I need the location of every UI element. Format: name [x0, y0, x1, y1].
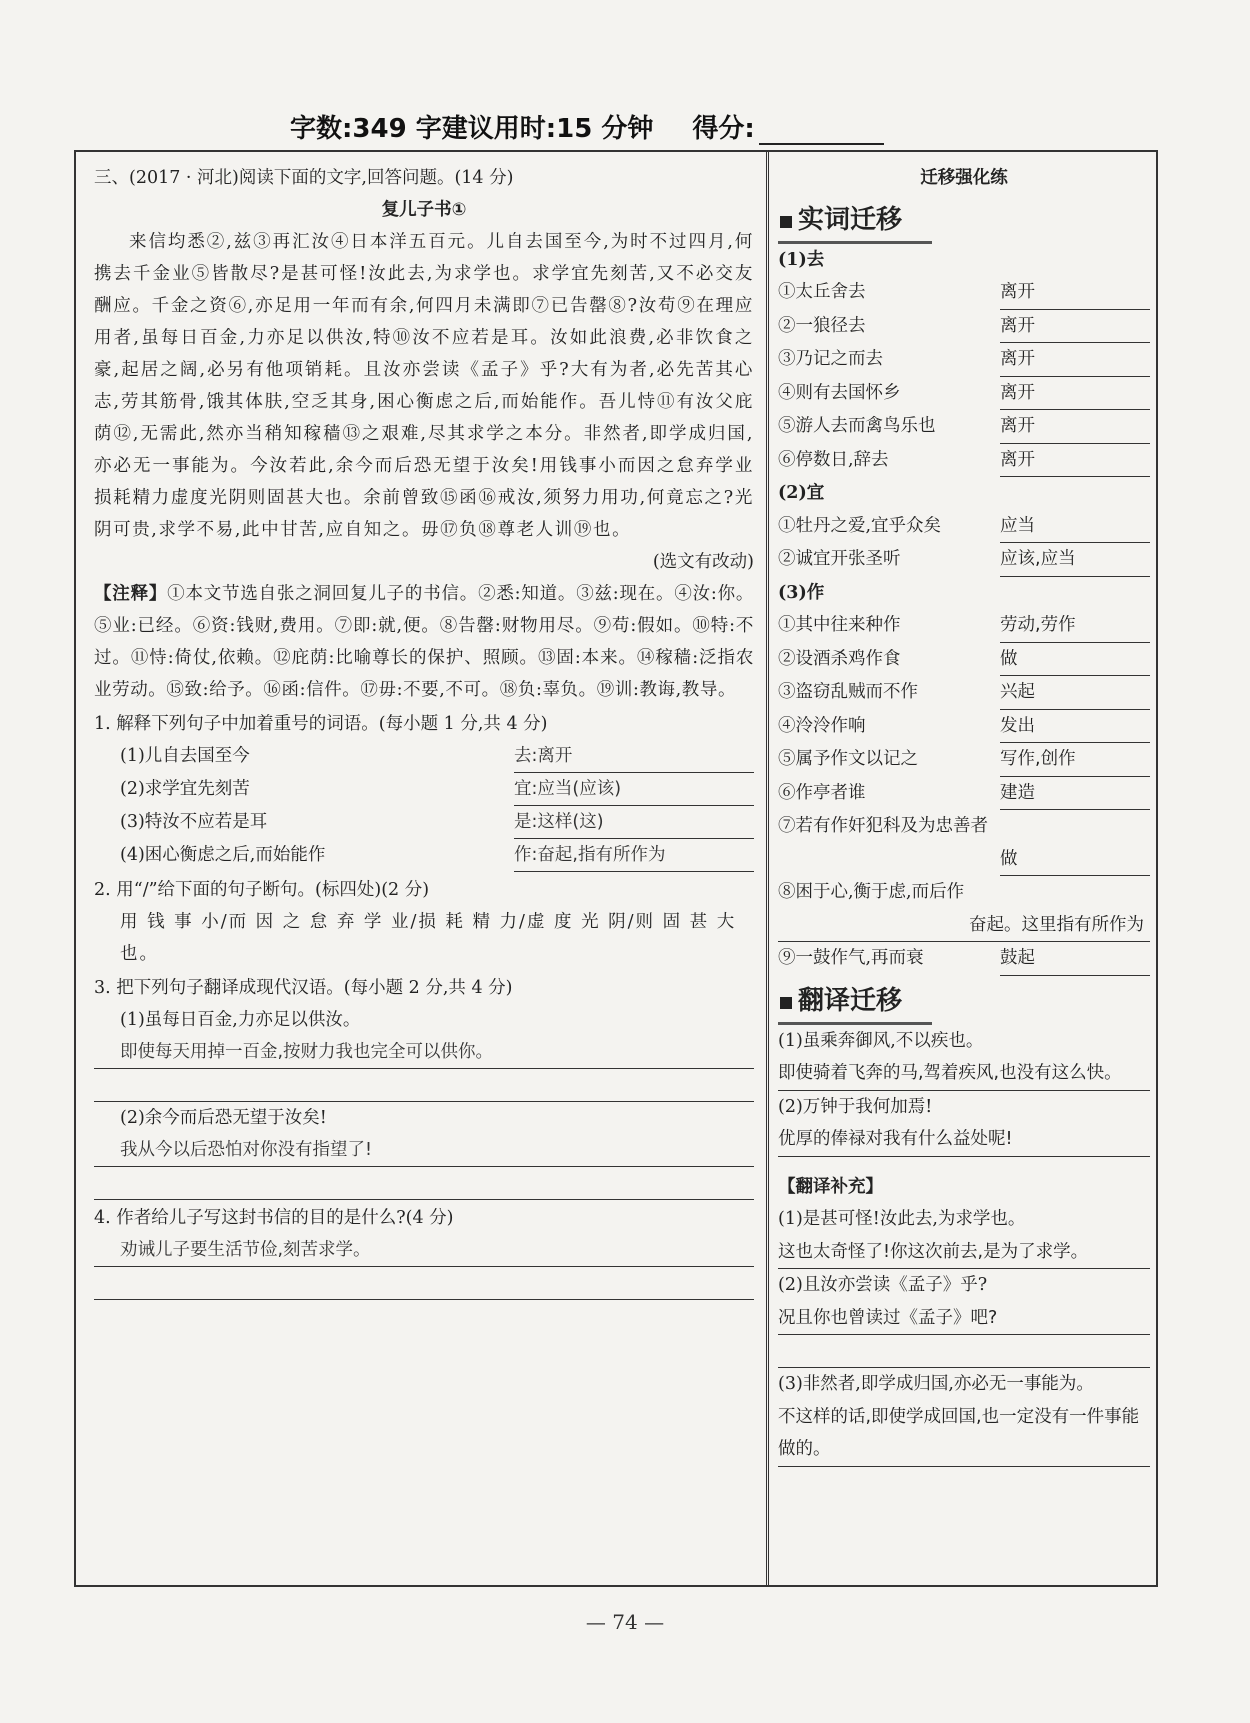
q4-answer[interactable]: 劝诫儿子要生活节俭,刻苦求学。: [94, 1234, 754, 1267]
vocab-answer[interactable]: 离开: [1000, 343, 1150, 377]
page-number: — 74 —: [585, 1610, 665, 1634]
vocab-text: ⑧困于心,衡于虑,而后作: [778, 882, 965, 902]
vocab-answer[interactable]: 离开: [1000, 444, 1150, 478]
q1-item: [94, 740, 754, 773]
vocab-item: [778, 843, 1150, 877]
vocab-answer[interactable]: 离开: [1000, 410, 1150, 444]
vocab-text: ⑤游人去而禽鸟乐也: [778, 416, 936, 436]
q1-item: [94, 773, 754, 806]
vocab-text: ①牡丹之爱,宜乎众矣: [778, 515, 942, 536]
vocab-answer[interactable]: 劳动,劳作: [1000, 609, 1150, 643]
header: [290, 108, 990, 145]
answer-line[interactable]: [94, 1167, 754, 1200]
vocab-item: [778, 444, 1150, 478]
translation-sentence: (1)是甚可怪!汝此去,为求学也。: [778, 1209, 1026, 1229]
vocab-text: ①太丘舍去: [778, 282, 866, 302]
q4-stem: 4. 作者给儿子写这封书信的目的是什么?(4 分): [94, 1208, 454, 1228]
question-2: [94, 874, 754, 970]
q1-answer[interactable]: 宜:应当(应该): [514, 773, 754, 806]
q1-item: [94, 806, 754, 839]
vocab-item: [778, 510, 1150, 544]
section-heading: [778, 980, 1150, 1025]
supplement-title: 【翻译补充】: [778, 1176, 883, 1197]
q1-item-text: (1)儿自去国至今: [120, 746, 250, 766]
vocab-text: ③盗窃乱贼而不作: [778, 682, 918, 702]
header-label: 字数:349 字建议用时:15 分钟: [290, 114, 654, 144]
notes-text: ①本文节选自张之洞回复儿子的书信。②悉:知道。③兹:现在。④汝:你。⑤业:已经。⑥资:钱财,费用。⑦即:就,便。⑧告罄:财物用尽。⑨苟:假如。⑩特:不过。⑪恃:倚仗,依赖。⑫庇荫:比喻尊长的保护、照顾。⑬固:本来。⑭稼穑:泛指农业劳动。⑮致:给予。⑯函:信件。⑰毋:不要,不可。⑱负:辜负。⑲训:教诲,教导。: [94, 584, 755, 700]
vocab-text: ②诚宜开张圣听: [778, 549, 901, 569]
translation-answer[interactable]: 不这样的话,即使学成回国,也一定没有一件事能做的。: [778, 1401, 1150, 1467]
q1-answer[interactable]: 作:奋起,指有所作为: [514, 839, 754, 872]
q3-sentence-2: (2)余今而后恐无望于汝矣!: [120, 1108, 327, 1128]
translation-sentence: (1)虽乘奔御风,不以疾也。: [778, 1030, 984, 1051]
answer-line[interactable]: [778, 1335, 1150, 1368]
translation-sentence: (2)且汝亦尝读《孟子》乎?: [778, 1275, 988, 1295]
vocab-answer[interactable]: 兴起: [1000, 676, 1150, 710]
vocab-item: [778, 942, 1150, 976]
translation-sentence: (2)万钟于我何加焉!: [778, 1096, 933, 1117]
vocab-answer[interactable]: 鼓起: [1000, 942, 1150, 976]
vocab-answer[interactable]: 写作,创作: [1000, 743, 1150, 777]
q3-answer-2[interactable]: 我从今以后恐怕对你没有指望了!: [94, 1134, 754, 1167]
vocab-answer[interactable]: 建造: [1000, 777, 1150, 811]
vocab-answer[interactable]: 离开: [1000, 310, 1150, 344]
spacer: [778, 1157, 1150, 1171]
section-title: 实词迁移: [798, 204, 903, 235]
section-title: 翻译迁移: [798, 985, 903, 1016]
q1-item-text: (4)困心衡虑之后,而始能作: [120, 845, 326, 865]
translation-answer[interactable]: 即使骑着飞奔的马,驾着疾风,也没有这么快。: [778, 1057, 1150, 1091]
q3-stem: 3. 把下列句子翻译成现代汉语。(每小题 2 分,共 4 分): [94, 978, 513, 998]
q1-stem: 1. 解释下列句子中加着重号的词语。(每小题 1 分,共 4 分): [94, 714, 548, 734]
q3-sentence-1: (1)虽每日百金,力亦足以供汝。: [120, 1010, 361, 1030]
vocab-answer[interactable]: 应当: [1000, 510, 1150, 544]
question-heading: 三、(2017 · 河北)阅读下面的文字,回答问题。(14 分): [94, 168, 514, 188]
vocab-text: ②设酒杀鸡作食: [778, 648, 901, 669]
translation-answer[interactable]: 优厚的俸禄对我有什么益处呢!: [778, 1123, 1150, 1157]
vocab-text: ②一狼径去: [778, 315, 866, 336]
notes-label: 【注释】: [94, 584, 168, 604]
vocab-answer[interactable]: 做: [1000, 643, 1150, 677]
vocab-item: [778, 710, 1150, 744]
passage-title: 复儿子书①: [381, 200, 467, 220]
content-frame: [74, 150, 1158, 1587]
vocab-text: ⑦若有作奸犯科及为忠善者: [778, 816, 988, 836]
vocab-text: ③乃记之而去: [778, 349, 883, 369]
q2-stem: 2. 用“/”给下面的句子断句。(标四处)(2 分): [94, 880, 430, 900]
group-label: (1)去: [778, 249, 825, 270]
vocab-item: [778, 343, 1150, 377]
score-blank[interactable]: [759, 117, 884, 145]
section-heading: [778, 199, 1150, 244]
right-column: [778, 162, 1150, 1467]
vocab-text: ⑤属予作文以记之: [778, 749, 918, 769]
vocab-item: [778, 543, 1150, 577]
vocab-item: [778, 310, 1150, 344]
q1-item-text: (2)求学宜先刻苦: [120, 779, 250, 799]
vocab-item: [778, 643, 1150, 677]
q1-answer[interactable]: 是:这样(这): [514, 806, 754, 839]
translation-answer[interactable]: 况且你也曾读过《孟子》吧?: [778, 1302, 1150, 1336]
left-column: [94, 162, 754, 1300]
square-icon: [780, 216, 792, 228]
vocab-text: ④泠泠作响: [778, 715, 866, 736]
vocab-item: [778, 743, 1150, 777]
vocab-answer[interactable]: 应该,应当: [1000, 543, 1150, 577]
passage-source: (选文有改动): [652, 552, 754, 572]
translation-sentence: (3)非然者,即学成归国,亦必无一事能为。: [778, 1374, 1094, 1394]
answer-line[interactable]: [94, 1267, 754, 1300]
vocab-answer[interactable]: 离开: [1000, 377, 1150, 411]
question-3: [94, 972, 754, 1200]
practice-title: 迁移强化练: [920, 168, 1008, 188]
vocab-answer[interactable]: 奋起。这里指有所作为: [778, 909, 1150, 943]
column-divider: [766, 152, 769, 1585]
translation-answer[interactable]: 这也太奇怪了!你这次前去,是为了求学。: [778, 1236, 1150, 1270]
question-1: [94, 708, 754, 872]
q1-item-text: (3)特汝不应若是耳: [120, 812, 268, 832]
vocab-item: [778, 777, 1150, 811]
vocab-answer[interactable]: 做: [1000, 843, 1150, 877]
question-4: [94, 1202, 754, 1300]
vocab-text: ⑥作亭者谁: [778, 782, 866, 803]
vocab-text: ④则有去国怀乡: [778, 382, 901, 403]
vocab-item: [778, 377, 1150, 411]
q1-answer[interactable]: 去:离开: [514, 740, 754, 773]
group-label: (3)作: [778, 582, 825, 603]
vocab-item: [778, 609, 1150, 643]
group-label: (2)宜: [778, 483, 825, 503]
square-icon: [780, 997, 792, 1009]
notes: [94, 578, 754, 706]
vocab-text: ①其中往来种作: [778, 615, 901, 635]
q3-answer-1[interactable]: 即使每天用掉一百金,按财力我也完全可以供你。: [94, 1036, 754, 1069]
vocab-item: [778, 410, 1150, 444]
q2-answer[interactable]: 用 钱 事 小/而 因 之 怠 弃 学 业/损 耗 精 力/虚 度 光 阴/则 固 甚 大 也。: [120, 912, 737, 964]
passage-text: 来信均悉②,兹③再汇汝④日本洋五百元。儿自去国至今,为时不过四月,何携去千金业⑤皆散尽?是甚可怪!汝此去,为求学也。求学宜先刻苦,又不必交友酬应。千金之资⑥,亦足用一年而有余,何四月未满即⑦已告罄⑧?汝苟⑨在理应用者,虽每日百金,力亦足以供汝,特⑩汝不应若是耳。汝如此浪费,必非饮食之豪,起居之阔,必另有他项销耗。且汝亦尝读《孟子》乎?大有为者,必先苦其心志,劳其筋骨,饿其体肤,空乏其身,困心衡虑之后,而始能作。吾儿恃⑪有汝父庇荫⑫,无需此,然亦当稍知稼穑⑬之艰难,尽其求学之本分。非然者,即学成归国,亦必无一事能为。今汝若此,余今而后恐无望于汝矣!用钱事小而因之怠弃学业损耗精力虚度光阴则固甚大也。余前曾致⑮函⑯戒汝,须努力用功,何竟忘之?光阴可贵,求学不易,此中甘苦,应自知之。毋⑰负⑱尊老人训⑲也。: [94, 232, 754, 540]
vocab-item: [778, 676, 1150, 710]
vocab-text: ⑥停数日,辞去: [778, 449, 889, 470]
vocab-answer[interactable]: 发出: [1000, 710, 1150, 744]
q1-item: [94, 839, 754, 872]
vocab-item: [778, 276, 1150, 310]
score-label: 得分:: [692, 114, 755, 144]
vocab-answer[interactable]: 离开: [1000, 276, 1150, 310]
vocab-text: ⑨一鼓作气,再而衰: [778, 948, 924, 968]
answer-line[interactable]: [94, 1069, 754, 1102]
